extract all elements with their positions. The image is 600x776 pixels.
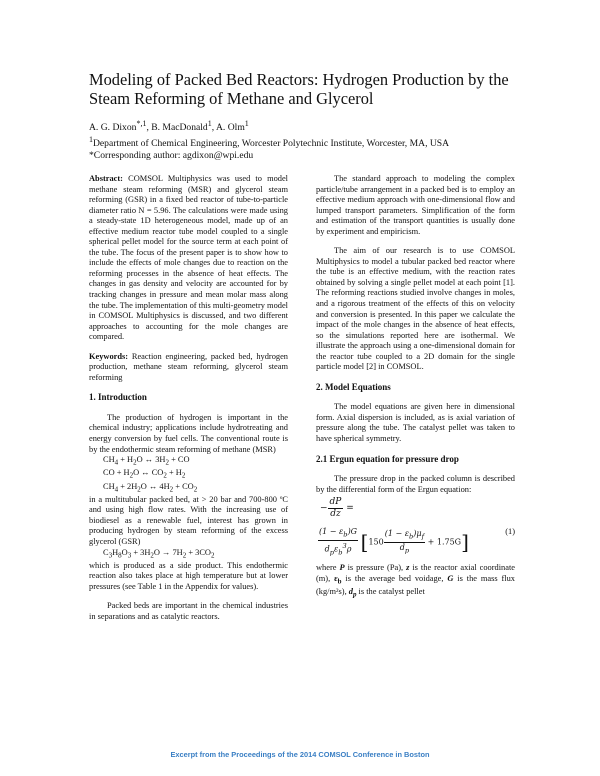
equation-lhs: − $\frac{dP}{dz}$ =	[320, 497, 354, 519]
subsection-heading-ergun: 2.1 Ergun equation for pressure drop	[316, 453, 459, 464]
gsr-reaction	[103, 548, 288, 561]
intro-paragraph-1: The production of hydrogen is important in the chemical industry; applications include hydrotreating and energy conversion by fuel cells. The conventional route is by the endothermic steam reforming of methane (MSR)	[89, 412, 288, 454]
affiliation: $^1$Department of Chemical Engineering, Worcester Polytechnic Institute, Worcester, MA, USA	[89, 135, 450, 150]
msr-reactions	[103, 455, 288, 495]
section-heading-model-equations: 2. Model Equations	[316, 381, 391, 392]
abstract-label: Abstract:	[89, 174, 123, 183]
lhs-denominator: dz	[330, 508, 341, 519]
section-heading-introduction: 1. Introduction	[89, 392, 147, 403]
lhs-numerator: dP	[329, 497, 342, 508]
corresponding-author: *Corresponding author: agdixon@wpi.edu	[89, 150, 254, 162]
abstract	[89, 174, 288, 343]
right-paragraph-3: The model equations are given here in dimensional form. Axial dispersion is included, as is axial variation of pressure along the tube. The catalyst pellet was taken to have spherical symmetry.	[316, 402, 515, 444]
right-paragraph-5: where P is pressure (Pa), z is the reactor axial coordinate (m), $\varepsilon_b$ is the average bed voidage, G is the mass flux (kg/m²s), $d_p$ is the catalyst pellet	[316, 563, 515, 599]
reaction-2: CO + $H_2O$ ↔ $CO_2 + H_2$	[103, 468, 186, 481]
keywords	[89, 352, 288, 384]
left-column	[89, 174, 288, 631]
keywords-text: Reaction engineering, packed bed, hydrogen production, methane steam reforming, glycerol steam reforming	[89, 351, 288, 382]
right-paragraph-4: The pressure drop in the packed column is described by the differential form of the Ergun equation:	[316, 474, 515, 494]
right-paragraph-1: The standard approach to modeling the complex particle/tube arrangement in a packed bed is to employ an effective medium approach with one-dimensional flow and lumped transport parameters. Simplification of the form and estimation of the transport quantities is usually done by experiment and empiricism.	[316, 174, 515, 236]
ergun-equation	[316, 497, 515, 555]
reaction-4: $C_3H_8O_3 + 3H_2O \to 7H_2 + 3CO_2$	[103, 547, 215, 560]
paper-title: Modeling of Packed Bed Reactors: Hydrogen Production by the Steam Reforming of Methane and Glycerol	[89, 70, 509, 108]
reaction-1: $CH_4 + H_2O$ ↔ $3H_2$ + CO	[103, 455, 190, 467]
reaction-3: $CH_4 + 2H_2O$ ↔ $4H_2 + CO_2$	[103, 481, 198, 494]
intro-paragraph-2: in a multitubular packed bed, at > 20 bar and 700-800 ºC and using high flow rates. With the increasing use of biodiesel as a renewable fuel, interest has grown in producing hydrogen by steam reforming of the excess glycerol (GSR)	[89, 494, 288, 546]
intro-paragraph-4: Packed beds are important in the chemical industries in separations and as catalytic reactors.	[89, 601, 288, 621]
right-column	[316, 174, 515, 609]
authors: A. G. Dixon$^{*,1}$, B. MacDonald$^1$, A. Olm$^1$	[89, 119, 249, 134]
intro-paragraph-3: which is produced as a side product. This endothermic reaction also takes place at high temperature but at lower pressures (see Table 1 in the Appendix for values).	[89, 560, 288, 591]
author-block	[89, 118, 529, 162]
proceedings-footer: Excerpt from the Proceedings of the 2014 COMSOL Conference in Boston	[170, 750, 430, 759]
equation-number: (1)	[505, 527, 515, 537]
abstract-text: COMSOL Multiphysics was used to model methane steam reforming (MSR) and glycerol steam reforming (GSR) in a fixed bed reactor of tube-to-particle diameter ratio N = 5.96. The calculations were made using a steady-state 1D heterogeneous model, made up of an effective medium reactor tube model coupled to a single spherical pellet model for the source term at each point of the tube. The focus of the present paper is to show how to include the effects of mole changes due to reaction on the reforming processes in the absence of heat effects. The changes in gas density and velocity are accounted for by tracking changes in pressure and mean molar mass along the tube. The implementation of this multi-geometry model in COMSOL Multiphysics is discussed, and two different approaches to accounting for the mole changes are compared.	[89, 174, 289, 342]
keywords-label: Keywords:	[89, 351, 129, 361]
equation-rhs: $\frac{(1 - \varepsilon_b)G}{d_p\varepsilon_b^3\rho}$ [150 $\frac{(1 - \varepsilon_b)\mu_f}{d_p}$ + 1.75G]	[319, 527, 469, 557]
right-paragraph-2: The aim of our research is to use COMSOL Multiphysics to model a tubular packed bed reactor where the tube is an effective medium, with the reaction rates obtained by solving a single pellet model at each point [1]. The reforming reactions studied involve changes in moles, and a rigorous treatment of the effects of this on velocity and conversion is presented. In this paper we calculate the impact of the mole changes in the absence of heat effects, so the simulations reported here are isothermal. We illustrate the approach using a one-dimensional domain for the reactor tube coupled to a 2D domain for the single particle model [2] in COMSOL.	[316, 246, 515, 372]
